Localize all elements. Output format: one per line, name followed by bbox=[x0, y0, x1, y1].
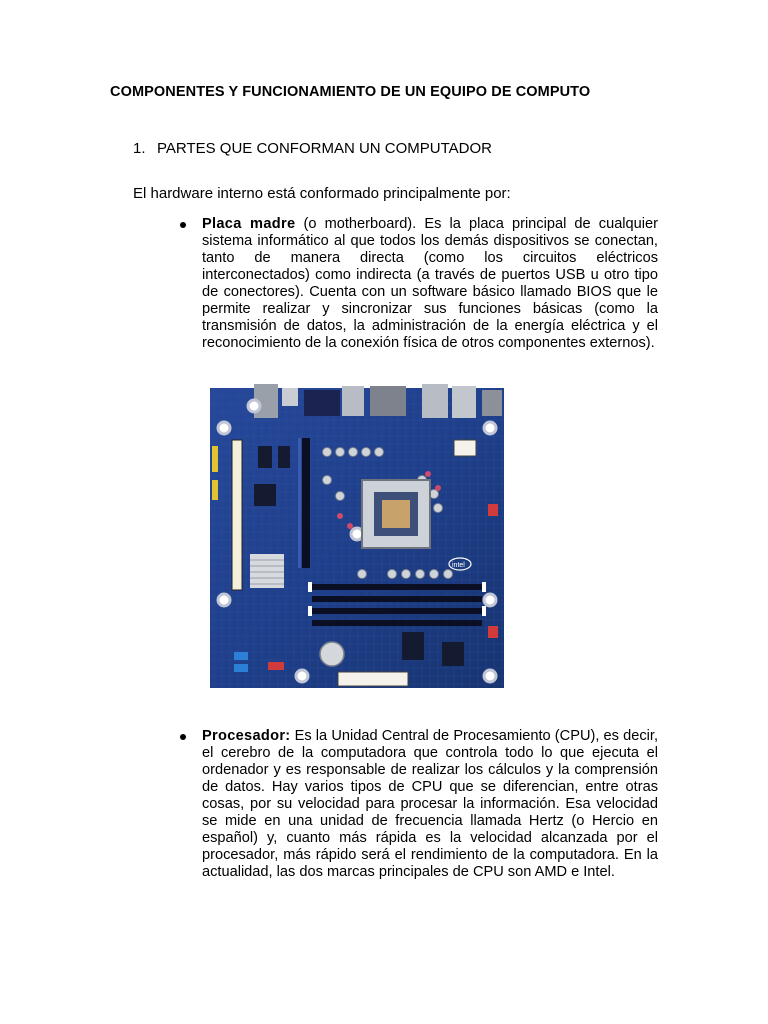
brand-logo: intel bbox=[452, 562, 465, 569]
list-item-motherboard bbox=[180, 216, 658, 352]
list-item-term: Procesador: bbox=[202, 728, 291, 744]
section-number: 1. bbox=[133, 140, 146, 157]
intro-paragraph: El hardware interno está conformado principalmente por: bbox=[133, 185, 511, 202]
bullet-icon bbox=[180, 734, 186, 740]
list-item-text bbox=[202, 728, 658, 881]
list-item-text bbox=[202, 216, 658, 352]
section-heading-text: PARTES QUE CONFORMAN UN COMPUTADOR bbox=[157, 140, 493, 157]
list-item-term: Placa madre bbox=[202, 216, 296, 232]
motherboard-illustration bbox=[202, 376, 512, 694]
list-item-processor bbox=[180, 728, 658, 881]
list-item-description: (o motherboard). Es la placa principal de cualquier sistema informático al que todos los demás dispositivos se conectan, tanto de manera directa (como los circuitos eléctricos interconectados) como indirecta (a través de puertos USB u otro tipo de conectores). Cuenta con un software básico llamado BIOS que le permite realizar y sincronizar sus funciones básicas (como la transmisión de datos, la administración de la energía eléctrica y el reconocimiento de la conexión física de otros componentes externos). bbox=[202, 216, 659, 351]
document-title: COMPONENTES Y FUNCIONAMIENTO DE UN EQUIPO DE COMPUTO bbox=[110, 84, 591, 100]
bullet-icon bbox=[180, 222, 186, 228]
list-item-description: Es la Unidad Central de Procesamiento (CPU), es decir, el cerebro de la computadora que controla todo lo que ejecuta el ordenador y es responsable de realizar los cálculos y la comprensión de datos. Hay varios tipos de CPU que se diferencian, entre otras cosas, por su velocidad para procesar la información. Esa velocidad se mide en una unidad de frecuencia llamada Hertz (o Hercio en español) y, cuanto más rápida es la velocidad alcanzada por el procesador, más rápido será el rendimiento de la computadora. En la actualidad, las dos marcas principales de CPU son AMD e Intel. bbox=[202, 728, 658, 880]
section-heading bbox=[133, 140, 492, 157]
motherboard-image bbox=[202, 376, 512, 694]
